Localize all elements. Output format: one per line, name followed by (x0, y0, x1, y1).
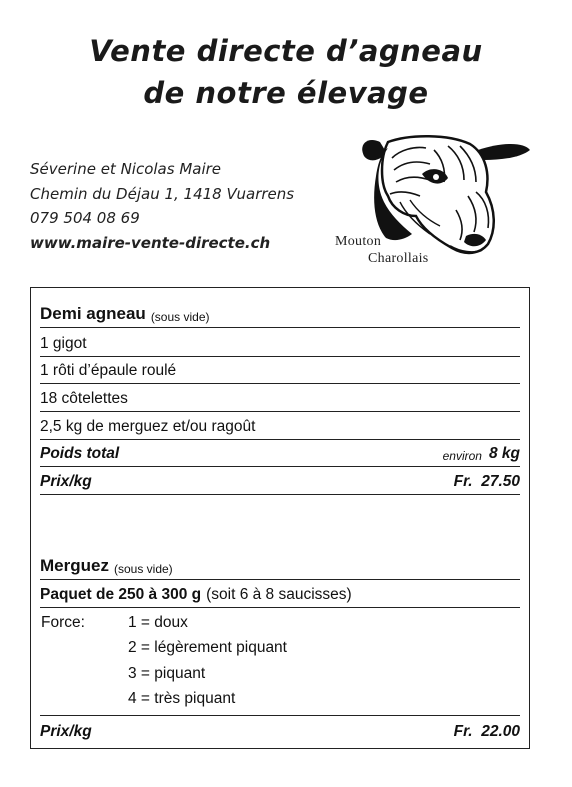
force-option-1: 1 = doux (128, 614, 188, 631)
mouton-charollais-logo (330, 130, 545, 275)
contact-phone: 079 504 08 69 (30, 209, 140, 227)
logo-label-charollais: Charollais (368, 251, 429, 266)
total-weight-label: Poids total (40, 445, 120, 462)
item-gigot: 1 gigot (40, 335, 87, 352)
title-line-2: de notre élevage (143, 76, 429, 110)
contact-names: Séverine et Nicolas Maire (30, 160, 222, 178)
merguez-pack-note: (soit 6 à 8 saucisses) (206, 586, 352, 603)
price-panel (30, 287, 530, 749)
demi-agneau-title: Demi agneau (40, 304, 146, 323)
item-merguez-ragout: 2,5 kg de merguez et/ou ragoût (40, 418, 256, 435)
title-line-1: Vente directe d’agneau (89, 34, 483, 68)
list-item (40, 412, 520, 440)
contact-address: Chemin du Déjau 1, 1418 Vuarrens (30, 184, 295, 203)
force-divider (40, 688, 520, 716)
merguez-price-label: Prix/kg (40, 723, 92, 740)
merguez-price-row (40, 716, 520, 744)
list-item (40, 384, 520, 412)
page-title (0, 30, 572, 114)
merguez-pack-row (40, 580, 520, 608)
force-option-2: 2 = légèrement piquant (128, 639, 287, 656)
merguez-pack-size: Paquet de 250 à 300 g (40, 586, 202, 603)
demi-agneau-price-value: Fr. 27.50 (453, 473, 520, 490)
sheep-head-icon (330, 130, 545, 275)
demi-agneau-price-label: Prix/kg (40, 473, 92, 490)
item-roti-epaule: 1 rôti d’épaule roulé (40, 362, 177, 379)
item-cotelettes: 18 côtelettes (40, 390, 128, 407)
list-item (40, 357, 520, 384)
force-option-4: 4 = très piquant (128, 690, 236, 707)
merguez-price-value: Fr. 22.00 (453, 723, 520, 740)
contact-block (30, 157, 294, 255)
total-weight-prefix: environ (442, 449, 482, 463)
total-weight-value: 8 kg (488, 445, 520, 462)
contact-website-link[interactable]: www.maire-vente-directe.ch (30, 233, 271, 252)
list-item (40, 328, 520, 357)
merguez-heading (40, 542, 520, 580)
force-option-3: 3 = piquant (128, 665, 206, 682)
total-weight-row (40, 440, 520, 467)
force-label: Force: (41, 614, 85, 631)
merguez-title: Merguez (40, 556, 109, 575)
logo-label-mouton: Mouton (335, 234, 382, 249)
demi-agneau-price-row (40, 467, 520, 495)
demi-agneau-heading (40, 294, 520, 328)
demi-agneau-note: (sous vide) (150, 310, 210, 324)
merguez-note: (sous vide) (113, 562, 173, 576)
